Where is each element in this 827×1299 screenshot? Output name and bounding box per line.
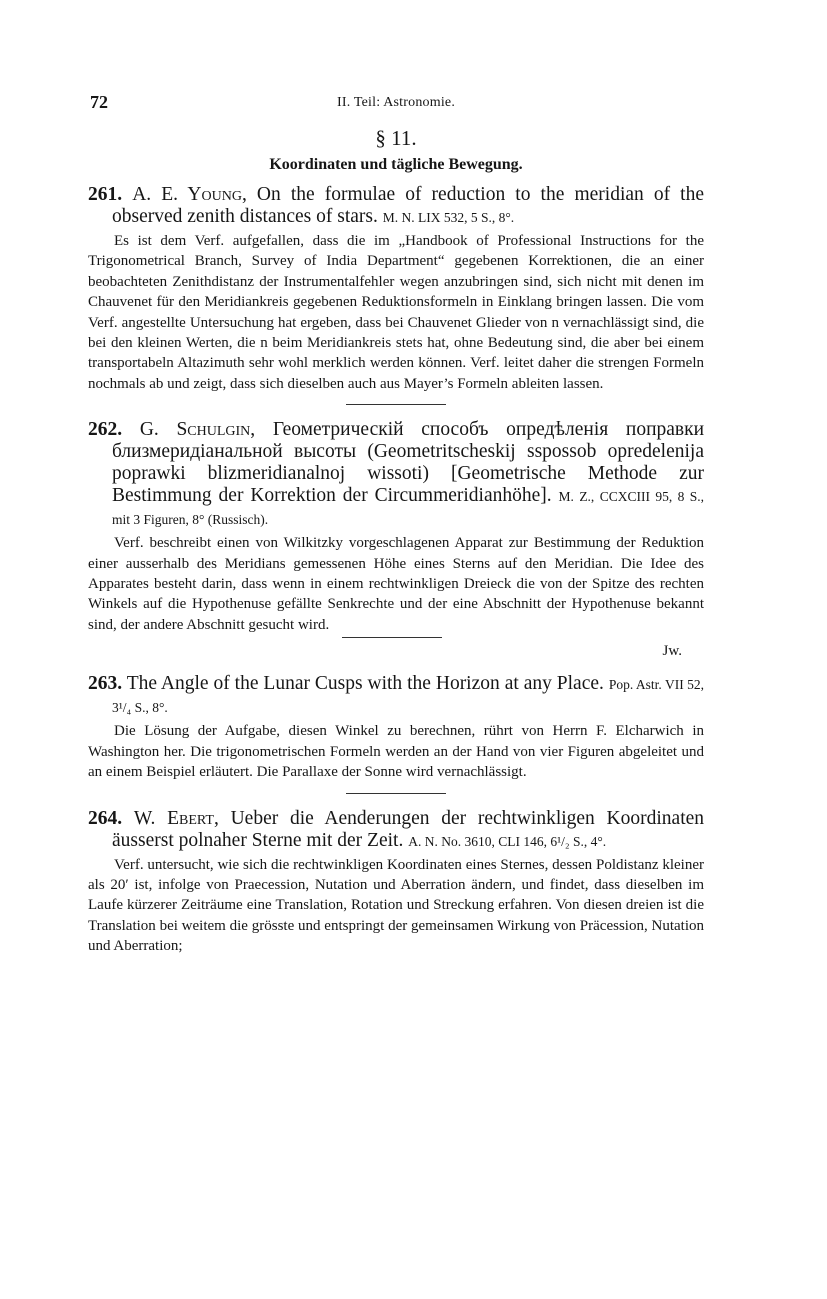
entry-263: [88, 673, 704, 782]
entry-journal: A. N. No. 3610, CLI 146, 6¹/₂ S., 4°.: [408, 833, 607, 849]
entry-author: G. Schulgin,: [139, 419, 256, 441]
section-number: § 11.: [375, 126, 417, 150]
page-number: 72: [90, 92, 108, 112]
entry-journal: M. N. LIX 532, 5 S., 8°.: [382, 210, 515, 225]
entry-heading: [88, 673, 704, 719]
page: [88, 90, 704, 957]
entry-author: A. E. Young,: [132, 184, 247, 205]
entry-abstract: Verf. beschreibt einen von Wilkitzky vorgeschlagenen Apparat zur Bestimmung der Reduktion einer ausserhalb des Meridians gemessenen Höhe eines Sterns auf den Meridian. Die Idee des Apparates besteht darin, dass wenn in einem rechtwinkligen Dreieck die von der Spitze des rechten Winkels auf die Hypothenuse gefällte Senkrechte und der eine Abschnitt der Hypothenuse bekannt sind, der andere Abschnitt gesucht wird.: [88, 535, 704, 633]
running-title: II. Teil: Astronomie.: [336, 95, 456, 110]
entry-title: Ueber die Aenderungen der rechtwinkligen Koordinaten äusserst polnaher Sterne mit der Zeit.: [112, 807, 705, 851]
signature-row: [88, 635, 704, 665]
entry-title: Геометрическій способъ опредѣленія поправки близмеридіанальной высоты (Geometritscheskij sspossob opredelenija poprawki blizmeridianalnoj wissoti) [Geometrische Methode zur Bestimmung der Korrektion der Circummeridianhöhe].: [112, 419, 705, 507]
entry-abstract: Die Lösung der Aufgabe, diesen Winkel zu berechnen, rührt von Herrn F. Elcharwich in Washington her. Die trigonometrischen Formeln werden an der Hand von vier Figuren abgeleitet und an einem Beispiel erläutert. Die Parallaxe der Sonne wird vernachlässigt.: [88, 723, 704, 781]
entry-number: 261.: [88, 184, 123, 205]
running-head: [88, 90, 704, 116]
entry-title: The Angle of the Lunar Cusps with the Horizon at any Place.: [126, 673, 604, 695]
entry-abstract: Verf. untersucht, wie sich die rechtwinkligen Koordinaten eines Sternes, dessen Poldistanz kleiner als 20′ ist, infolge von Praecession, Nutation und Aberration ändern, und findet, dass dieselben im Laufe kürzerer Zeiträume eine Translation, Rotation und Streckung erfahren. Von diesen dreien ist die Translation bei weitem die grösste und entspringt der gemeinsamen Wirkung von Präcession, Nutation und Aberration;: [88, 856, 704, 955]
entry-heading: [88, 419, 704, 531]
entry-journal: Pop. Astr. VII 52, 3¹/₄ S., 8°.: [112, 677, 705, 716]
entry-abstract: Es ist dem Verf. aufgefallen, dass die im „Handbook of Professional Instructions for the Trigonometrical Branch, Survey of India Department“ gegebenen Korrektionen, die an einer beobachteten Zenithdistanz der Instrumentalfehler wegen anzubringen sind, sich nicht mit denen im Chauvenet für den Meridiankreis gegebenen Reduktionsformeln in Einklang bringen lassen. Die vom Verf. angestellte Untersuchung hat ergeben, dass bei Chauvenet Glieder von n vernachlässigt sind, die bei den kleinen Werten, die n beim Meridiankreis stets hat, ohne Bedeutung sind, die aber bei einem transportabeln Altazimuth sehr wohl merklich werden können. Verf. leitet daher die strengen Formeln nochmals ab und zeigt, dass sich dieselben auch aus Mayer’s Formeln ableiten lassen.: [88, 233, 704, 392]
entry-divider: [346, 404, 446, 405]
entry-author: W. Ebert,: [133, 807, 219, 829]
entry-heading: [88, 808, 704, 853]
entry-title: On the formulae of reduction to the meridian of the observed zenith distances of stars.: [112, 184, 705, 227]
entry-heading: [88, 184, 704, 229]
entry-264: [88, 808, 704, 957]
entry-262: [88, 419, 704, 665]
section-title: Koordinaten und tägliche Bewegung.: [269, 156, 523, 173]
entry-number: 264.: [88, 807, 123, 829]
entry-divider: [342, 637, 442, 638]
entry-divider: [346, 793, 446, 794]
entry-number: 263.: [88, 673, 123, 695]
entry-journal: M. Z., CCXCIII 95, 8 S., mit 3 Figuren, 8° (Russisch).: [112, 489, 704, 528]
entry-261: [88, 184, 704, 394]
reviewer-signature: Jw.: [662, 643, 682, 660]
entry-number: 262.: [88, 419, 123, 441]
